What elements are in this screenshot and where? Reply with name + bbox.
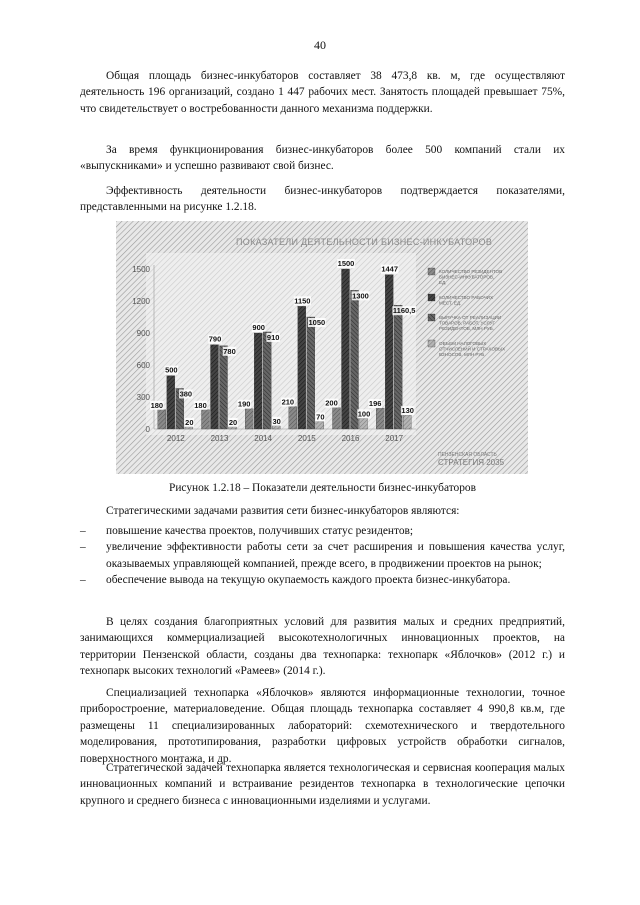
x-tick-label: 2017 (385, 434, 404, 443)
data-label: 500 (165, 365, 178, 375)
bar (342, 269, 350, 429)
data-label: 180 (194, 400, 207, 410)
bar (158, 410, 166, 429)
paragraph-technoparks: В целях создания благоприятных условий для развития малых и средних предприятий, занимающихся коммерциализацией высокотехнологичных инновационных проектов, на территории Пензенской области, созданы два технопарка: технопарк «Яблочков» (2012 г.) и технопарк высоких технологий «Рамеев» (2014 г.). (80, 616, 565, 678)
y-tick-label: 900 (136, 329, 150, 338)
list-item-text: увеличение эффективности работы сети за счет расширения и повышения качества услуг, оказываемых управляющей компанией, прежде всего, в продвижении проектов на рынок; (106, 541, 565, 570)
data-label: 1300 (352, 291, 369, 301)
data-label: 190 (237, 399, 251, 409)
bar (263, 332, 271, 429)
legend-label: ОБЪЕМ НАЛОГОВЫХ ОТЧИСЛЕНИЙ И СТРАХОВЫХ ВЗНОСОВ, МЛН РУБ. (439, 341, 506, 357)
legend-swatch (428, 340, 435, 347)
strategic-tasks-list (80, 523, 565, 589)
page-number: 40 (314, 38, 326, 52)
data-label: 20 (185, 417, 194, 427)
x-tick-label: 2013 (210, 434, 229, 443)
legend-swatch (428, 268, 435, 275)
data-label: 30 (272, 416, 281, 426)
list-item (80, 572, 565, 588)
data-label: 1447 (381, 264, 399, 274)
data-label: 780 (223, 346, 236, 356)
chart-title: ПОКАЗАТЕЛИ ДЕЯТЕЛЬНОСТИ БИЗНЕС-ИНКУБАТОРОВ (236, 237, 493, 247)
bar (229, 427, 237, 429)
legend-swatch (428, 294, 435, 301)
y-tick-label: 600 (136, 361, 150, 370)
bar (360, 418, 368, 429)
data-label: 20 (228, 417, 238, 427)
bar (202, 410, 210, 429)
data-label: 180 (150, 400, 164, 410)
list-item-text: повышение качества проектов, получивших статус резидентов; (106, 525, 414, 537)
legend-label: КОЛИЧЕСТВО РАБОЧИХ МЕСТ, ЕД. (439, 295, 494, 306)
bar (403, 415, 411, 429)
bar (185, 427, 193, 429)
x-tick-label: 2012 (166, 434, 185, 443)
data-label: 790 (208, 334, 222, 344)
paragraph-strategic-goal: Стратегической задачей технопарка является технологическая и сервисная кооперация малых инновационных компаний и встраивание резидентов технопарка в технологические цепочки крупного и среднего бизнеса с инновационными изделиями и услугами. (80, 762, 565, 807)
data-label: 910 (266, 332, 280, 342)
list-item-text: обеспечение вывода на текущую окупаемость каждого проекта бизнес-инкубатора. (106, 574, 511, 587)
paragraph-incubator-area: Общая площадь бизнес-инкубаторов составляет 38 473,8 кв. м, где осуществляют деятельность 196 организаций, создано 1 447 рабочих мест. Занятость площадей превышает 75%, что свидетельствует о востребованности данного механизма поддержки. (80, 70, 565, 115)
bar (272, 426, 280, 429)
x-tick-label: 2016 (341, 434, 360, 443)
incubator-indicators-chart (116, 221, 528, 474)
list-marker: – (80, 541, 86, 554)
bar (351, 290, 359, 429)
figure-caption: Рисунок 1.2.18 – Показатели деятельности бизнес-инкубаторов (168, 482, 477, 494)
paragraph-strategic-tasks: Стратегическими задачами развития сети бизнес-инкубаторов являются: (106, 505, 460, 517)
list-item (80, 523, 565, 539)
bar (289, 407, 297, 429)
bar (298, 306, 306, 429)
list-marker: – (80, 525, 86, 537)
legend-label: ВЫРУЧКА ОТ РЕАЛИЗАЦИИ ТОВАРОВ, РАБОТ, УСЛУГ РЕЗИДЕНТОВ, МЛН РУБ. (439, 315, 502, 331)
data-label: 130 (401, 406, 414, 416)
paragraph-yablochkov: Специализацией технопарка «Яблочков» являются информационные технологии, точное приборостроение, материаловедение. Общая площадь технопарка составляет 4 990,8 кв.м, где размещены 11 специализированных лабораторий: схемотехнического и твердотельного моделирования, прототипирования, разработки цифровых устройств обработки сигналов, поверхностного монтажа, и др. (80, 687, 565, 765)
bar (385, 275, 393, 429)
data-label: 1050 (308, 318, 326, 327)
data-label: 196 (368, 399, 382, 409)
data-label: 100 (357, 409, 371, 419)
chart-svg (116, 221, 528, 474)
data-label: 380 (179, 389, 193, 399)
data-label: 70 (316, 412, 325, 422)
data-label: 900 (252, 323, 265, 332)
legend-swatch (428, 314, 435, 321)
bar (254, 333, 262, 429)
bar (316, 422, 324, 429)
x-tick-label: 2014 (254, 434, 273, 443)
watermark-line-2: СТРАТЕГИЯ 2035 (438, 458, 505, 467)
y-tick-label: 1200 (132, 297, 150, 306)
data-label: 1500 (337, 259, 355, 268)
y-tick-label: 1500 (132, 265, 150, 274)
x-tick-label: 2015 (297, 434, 316, 443)
paragraph-graduates: За время функционирования бизнес-инкубаторов более 500 компаний стали их «выпускниками» и успешно развивают свой бизнес. (80, 144, 565, 173)
list-marker: – (80, 574, 86, 587)
bar (211, 345, 219, 429)
data-label: 210 (281, 397, 295, 407)
list-item (80, 539, 565, 572)
bar (167, 376, 175, 429)
data-label: 1150 (294, 296, 311, 306)
y-tick-label: 0 (145, 425, 150, 434)
bar (307, 317, 315, 429)
paragraph-efficiency: Эффективность деятельности бизнес-инкубаторов подтверждается показателями, представленными на рисунке 1.2.18. (80, 185, 565, 214)
bar (376, 408, 384, 429)
bar (333, 408, 341, 429)
watermark-line-1: ПЕНЗЕНСКАЯ ОБЛАСТЬ (438, 452, 497, 458)
bar (220, 346, 228, 429)
y-tick-label: 300 (136, 393, 150, 402)
bar (245, 409, 253, 429)
data-label: 1160,5 (392, 306, 416, 316)
data-label: 200 (325, 398, 338, 408)
legend-label: КОЛИЧЕСТВО РЕЗИДЕНТОВ БИЗНЕС-ИНКУБАТОРОВ, ЕД. (439, 269, 503, 285)
